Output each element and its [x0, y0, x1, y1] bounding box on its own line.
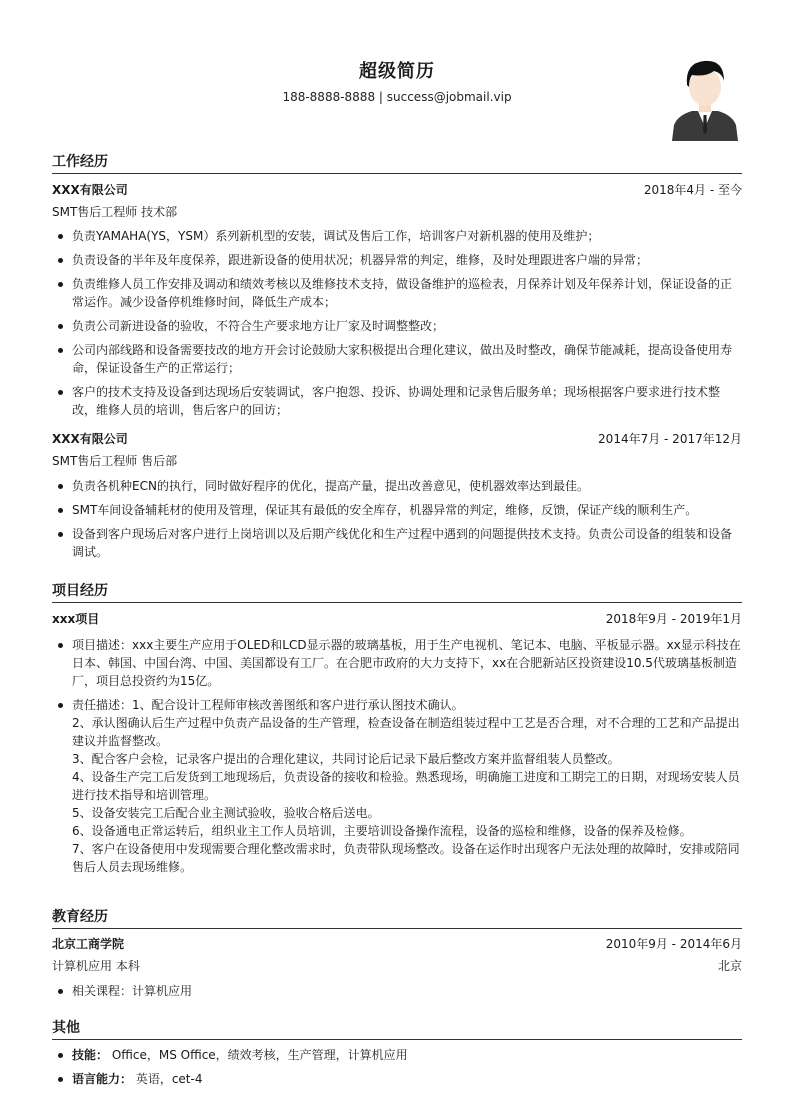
project-header — [52, 610, 742, 628]
education-detail — [52, 957, 742, 975]
language-label: 语言能力： — [72, 1072, 133, 1086]
education-header — [52, 935, 742, 953]
list-item: 客户的技术支持及设备到达现场后安装调试，客户抱怨、投诉、协调处理和记录售后服务单；现场根据客户要求进行技术整改，维修人员的培训，售后客户的回访； — [72, 383, 742, 419]
city-text: 北京 — [717, 959, 742, 973]
list-item: 负责设备的半年及年度保养，跟进新设备的使用状况；机器异常的判定，维修，及时处理跟进客户端的异常； — [72, 251, 742, 269]
education-period: 2010年9月 - 2014年6月 — [605, 937, 742, 951]
list-item: 负责维修人员工作安排及调动和绩效考核以及维修技术支持，做设备维护的巡检表，月保养计划及年保养计划，保证设备的正常运作。减少设备停机维修时间，降低生产成本； — [72, 275, 742, 311]
language-value: 英语，cet-4 — [132, 1072, 203, 1086]
list-item: 责任描述：1、配合设计工程师审核改善图纸和客户进行承认图技术确认。 2、承认图确认后生产过程中负责产品设备的生产管理，检查设备在制造组装过程中工艺是否合理，对不合理的工艺和产品提出建议并监督整改。 3、配合客户会检，记录客户提出的合理化建议，共同讨论后记录下最后整改方案并监督组装人员整改。 4、设备生产完工后发货到工地现场后，负责设备的接收和检验。熟悉现场，明确施工进度和工期完工的日期，对现场安装人员进行技术指导和培训管理。 5、设备安装完工后配合业主测试验收，验收合格后送电。 6、设备通电正常运转后，组织业主工作人员培训，主要培训设备操作流程，设备的巡检和维修，设备的保养及检修。 7、客户在设备使用中发现需要合理化整改需求时，负责带队现场整改。设备在运作时出现客户无法处理的故障时，安排或陪同售后人员去现场维修。 — [72, 696, 742, 876]
list-item: 负责公司新进设备的验收，不符合生产要求地方让厂家及时调整整改； — [72, 317, 742, 335]
list-item: 负责各机种ECN的执行，同时做好程序的优化，提高产量，提出改善意见，使机器效率达到最佳。 — [72, 477, 742, 495]
skills-label: 技能： — [72, 1048, 109, 1062]
job-role — [52, 203, 742, 221]
job-header — [52, 181, 742, 199]
job-duty-list — [52, 477, 742, 567]
list-item: 相关课程：计算机应用 — [72, 982, 742, 1000]
list-item: 项目描述：xxx主要生产应用于OLED和LCD显示器的玻璃基板，用于生产电视机、笔记本、电脑、平板显示器。xx显示科技在日本、韩国、中国台湾、中国、美国都设有工厂。在合肥市政府的大力支持下，xx在合肥新站区投资建设10.5代玻璃基板制造厂，项目总投资约为15亿。 — [72, 638, 741, 688]
project-period: 2018年9月 - 2019年1月 — [605, 612, 742, 626]
job-header — [52, 430, 742, 448]
project-name: xxx项目 — [52, 612, 100, 626]
section-title-project: 项目经历 — [52, 580, 742, 603]
skills-item — [72, 1046, 742, 1064]
role-text: SMT售后工程师 售后部 — [52, 454, 178, 468]
job-period: 2018年4月 - 至今 — [643, 183, 742, 197]
other-list — [52, 1046, 742, 1094]
avatar-icon — [670, 53, 740, 141]
major-text: 计算机应用 本科 — [52, 959, 140, 973]
project-list — [52, 636, 742, 882]
list-item: SMT车间设备辅耗材的使用及管理，保证其有最低的安全库存，机器异常的判定，维修，反馈，保证产线的顺利生产。 — [72, 501, 742, 519]
list-item: 设备到客户现场后对客户进行上岗培训以及后期产线优化和生产过程中遇到的问题提供技术支持。负责公司设备的组装和设备调试。 — [72, 525, 742, 561]
contact-info: 188-8888-8888 | success@jobmail.vip — [282, 90, 512, 104]
section-title-work: 工作经历 — [52, 151, 742, 174]
section-title-other: 其他 — [52, 1017, 742, 1040]
job-duty-list — [52, 227, 742, 425]
company-name: XXX有限公司 — [52, 432, 128, 446]
job-role — [52, 452, 742, 470]
school-name: 北京工商学院 — [52, 937, 125, 951]
list-item: 负责YAMAHA(YS，YSM）系列新机型的安装，调试及售后工作，培训客户对新机器的使用及维护； — [72, 227, 742, 245]
resume-name: 超级简历 — [359, 61, 435, 82]
skills-value: Office，MS Office，绩效考核，生产管理，计算机应用 — [108, 1048, 408, 1062]
job-period: 2014年7月 - 2017年12月 — [598, 432, 742, 446]
education-list — [52, 982, 742, 1006]
list-item: 公司内部线路和设备需要技改的地方开会讨论鼓励大家积极提出合理化建议，做出及时整改，确保节能减耗，提高设备使用寿命，保证设备生产的正常运行； — [72, 341, 742, 377]
section-title-education: 教育经历 — [52, 906, 742, 929]
role-text: SMT售后工程师 技术部 — [52, 205, 178, 219]
language-item — [72, 1070, 742, 1088]
company-name: XXX有限公司 — [52, 183, 128, 197]
